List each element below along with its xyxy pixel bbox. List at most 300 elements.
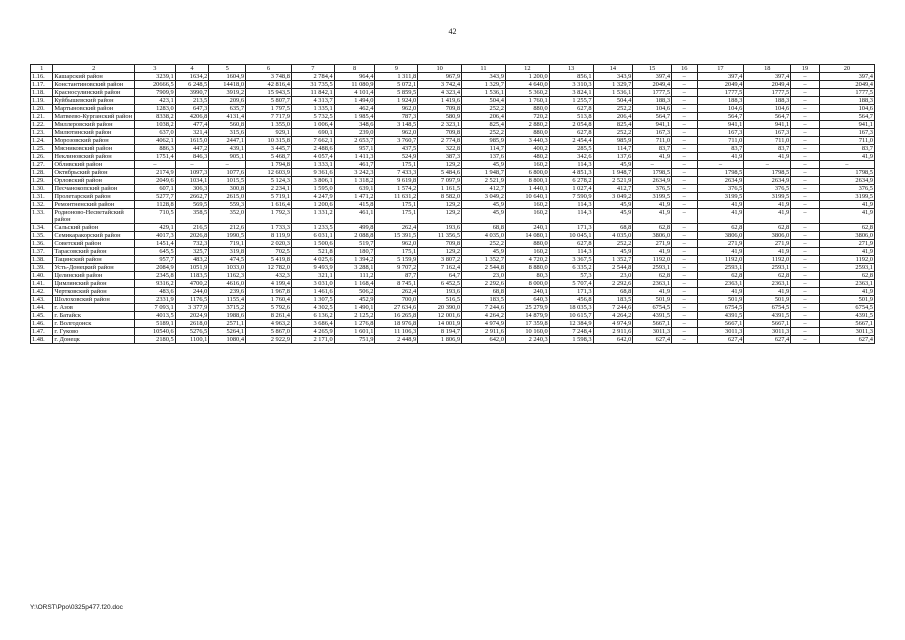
value-cell: – (672, 177, 697, 185)
value-cell: 4 057,4 (291, 153, 334, 161)
value-cell: 1 616,4 (246, 201, 292, 209)
value-cell: 719,1 (209, 240, 246, 248)
value-cell: 2 171,0 (291, 336, 334, 344)
value-cell: 5667,1 (633, 320, 672, 328)
table-row (31, 288, 875, 296)
column-number-cell: 6 (246, 65, 292, 73)
value-cell: 5276,5 (175, 328, 209, 336)
value-cell: 702,5 (246, 248, 292, 256)
value-cell: 1162,3 (209, 272, 246, 280)
value-cell: – (672, 121, 697, 129)
value-cell: – (791, 193, 820, 201)
value-cell: 1 806,9 (418, 336, 462, 344)
value-cell: 1 352,7 (593, 256, 633, 264)
value-cell: – (791, 201, 820, 209)
value-cell: 640,3 (505, 296, 549, 304)
value-cell: 397,4 (819, 73, 874, 81)
value-cell: 87,7 (375, 272, 418, 280)
value-cell: 171,3 (549, 224, 593, 232)
row-index-cell: 1.22. (31, 121, 53, 129)
value-cell: 642,0 (462, 336, 506, 344)
value-cell: 3 806,1 (291, 177, 334, 185)
value-cell: 1615,0 (175, 137, 209, 145)
value-cell: 1798,5 (633, 169, 672, 177)
value-cell: – (175, 161, 209, 169)
value-cell: 1 419,6 (418, 97, 462, 105)
value-cell: 183,5 (593, 296, 633, 304)
value-cell: 41,9 (819, 201, 874, 209)
value-cell: 710,5 (134, 209, 175, 224)
value-cell: 564,7 (633, 113, 672, 121)
value-cell: 358,5 (175, 209, 209, 224)
district-name-cell: Семикаракорский район (53, 232, 135, 240)
value-cell: – (672, 73, 697, 81)
value-cell: 83,7 (697, 145, 744, 153)
value-cell: 1 255,7 (549, 97, 593, 105)
value-cell: 10 160,0 (505, 328, 549, 336)
value-cell: 1 494,0 (334, 97, 375, 105)
value-cell: 627,8 (549, 129, 593, 137)
value-cell: 941,1 (633, 121, 672, 129)
value-cell: – (672, 161, 697, 169)
value-cell: 129,2 (418, 248, 462, 256)
value-cell: 6 800,0 (505, 169, 549, 177)
row-index-cell: 1.34. (31, 224, 53, 232)
value-cell: 4 313,7 (291, 97, 334, 105)
column-number-cell: 5 (209, 65, 246, 73)
value-cell: 114,7 (462, 145, 506, 153)
value-cell: 14418,0 (209, 81, 246, 89)
district-name-cell: Морозовский район (53, 137, 135, 145)
value-cell: 423,1 (134, 97, 175, 105)
value-cell: – (791, 304, 820, 312)
value-cell: 1 598,3 (549, 336, 593, 344)
value-cell: 732,3 (175, 240, 209, 248)
value-cell: – (672, 248, 697, 256)
value-cell: 2363,1 (819, 280, 874, 288)
value-cell: – (672, 153, 697, 161)
value-cell: – (134, 161, 175, 169)
value-cell: – (791, 336, 820, 344)
value-cell: 252,2 (593, 240, 633, 248)
value-cell: 11 356,5 (418, 232, 462, 240)
value-cell: 240,1 (505, 288, 549, 296)
value-cell: – (672, 169, 697, 177)
value-cell: 8338,2 (134, 113, 175, 121)
value-cell: 2 292,6 (593, 280, 633, 288)
value-cell: 12 001,6 (418, 312, 462, 320)
value-cell: 720,2 (505, 113, 549, 121)
row-index-cell: 1.39. (31, 264, 53, 272)
value-cell: – (791, 97, 820, 105)
value-cell: 20666,5 (134, 81, 175, 89)
value-cell: 62,8 (697, 272, 744, 280)
value-cell: – (672, 113, 697, 121)
value-cell: 271,9 (697, 240, 744, 248)
row-index-cell: 1.37. (31, 248, 53, 256)
value-cell: 1 331,2 (291, 209, 334, 224)
value-cell: 175,1 (375, 209, 418, 224)
column-number-cell: 17 (697, 65, 744, 73)
district-name-cell: г. Волгодонск (53, 320, 135, 328)
value-cell: 1192,0 (819, 256, 874, 264)
value-cell: 2174,9 (134, 169, 175, 177)
value-cell: 711,0 (633, 137, 672, 145)
value-cell: 352,0 (209, 209, 246, 224)
value-cell: 343,9 (462, 73, 506, 81)
value-cell: 18 976,8 (375, 320, 418, 328)
value-cell: 1 329,7 (462, 81, 506, 89)
value-cell: 5 719,1 (246, 193, 292, 201)
value-cell: 2 240,3 (505, 336, 549, 344)
value-cell: 3 377,9 (175, 304, 209, 312)
value-cell: 342,6 (549, 153, 593, 161)
value-cell: 1 027,4 (549, 185, 593, 193)
value-cell: 504,4 (593, 97, 633, 105)
value-cell: 962,0 (375, 240, 418, 248)
value-cell: 325,7 (175, 248, 209, 256)
column-number-cell: 16 (672, 65, 697, 73)
value-cell: 271,9 (633, 240, 672, 248)
value-cell: 23,0 (593, 272, 633, 280)
value-cell: 167,3 (697, 129, 744, 137)
value-cell: 376,5 (697, 185, 744, 193)
value-cell: – (672, 193, 697, 201)
value-cell: 477,4 (175, 121, 209, 129)
value-cell: 429,1 (134, 224, 175, 232)
column-number-cell: 19 (791, 65, 820, 73)
value-cell: 886,3 (134, 145, 175, 153)
value-cell: 397,4 (697, 73, 744, 81)
value-cell: 41,9 (633, 248, 672, 256)
district-name-cell: Сальский район (53, 224, 135, 232)
value-cell: 564,7 (744, 113, 791, 121)
value-cell: – (791, 224, 820, 232)
value-cell: 80,3 (505, 272, 549, 280)
value-cell: 1 792,3 (246, 209, 292, 224)
value-cell: 45,9 (462, 248, 506, 256)
value-cell: 1 233,5 (291, 224, 334, 232)
value-cell: 18 035,3 (549, 304, 593, 312)
value-cell: – (791, 113, 820, 121)
value-cell: 2345,8 (134, 272, 175, 280)
value-cell: – (672, 81, 697, 89)
value-cell: 1 536,1 (593, 89, 633, 97)
district-name-cell: Обливский район (53, 161, 135, 169)
value-cell: 3199,5 (819, 193, 874, 201)
value-cell: 2363,1 (744, 280, 791, 288)
row-index-cell: 1.45. (31, 312, 53, 320)
value-cell: 167,3 (633, 129, 672, 137)
value-cell: 45,9 (593, 161, 633, 169)
value-cell: – (672, 137, 697, 145)
value-cell: 1034,1 (175, 177, 209, 185)
value-cell: 160,2 (505, 209, 549, 224)
value-cell: 519,7 (334, 240, 375, 248)
value-cell: 2363,1 (633, 280, 672, 288)
district-name-cell: Советский район (53, 240, 135, 248)
value-cell: 501,9 (744, 296, 791, 304)
column-number-row (31, 65, 875, 73)
value-cell: 2593,1 (819, 264, 874, 272)
value-cell: 262,4 (375, 288, 418, 296)
value-cell: 41,9 (744, 248, 791, 256)
value-cell: 2 911,6 (462, 328, 506, 336)
value-cell: – (672, 105, 697, 113)
value-cell: 45,9 (462, 209, 506, 224)
value-cell: 1 355,0 (246, 121, 292, 129)
value-cell: – (791, 296, 820, 304)
value-cell: – (672, 296, 697, 304)
value-cell: 188,3 (819, 97, 874, 105)
value-cell: 321,1 (291, 272, 334, 280)
value-cell: 45,9 (462, 201, 506, 209)
value-cell: 6 278,2 (549, 177, 593, 185)
value-cell: 1100,1 (175, 336, 209, 344)
row-index-cell: 1.28. (31, 169, 53, 177)
value-cell: 564,7 (697, 113, 744, 121)
value-cell: 627,4 (819, 336, 874, 344)
value-cell: 647,3 (175, 105, 209, 113)
value-cell: 964,4 (334, 73, 375, 81)
value-cell: 45,9 (593, 248, 633, 256)
value-cell: 41,9 (697, 209, 744, 224)
value-cell: 5277,7 (134, 193, 175, 201)
value-cell: 2 880,2 (505, 121, 549, 129)
value-cell: 7 717,9 (246, 113, 292, 121)
value-cell: 14 879,9 (505, 312, 549, 320)
table-row (31, 121, 875, 129)
value-cell: 252,2 (462, 240, 506, 248)
value-cell: 41,9 (744, 209, 791, 224)
value-cell: – (791, 264, 820, 272)
column-number-cell: 7 (291, 65, 334, 73)
value-cell: 10540,6 (134, 328, 175, 336)
value-cell: 985,9 (593, 137, 633, 145)
table-row (31, 97, 875, 105)
value-cell: 209,6 (209, 97, 246, 105)
value-cell: 474,5 (209, 256, 246, 264)
value-cell: 3 049,2 (593, 193, 633, 201)
value-cell: 5 159,9 (375, 256, 418, 264)
row-index-cell: 1.38. (31, 256, 53, 264)
value-cell: 68,8 (462, 288, 506, 296)
data-table (30, 64, 875, 344)
value-cell: 1051,9 (175, 264, 209, 272)
value-cell: 20 390,0 (418, 304, 462, 312)
value-cell: 315,6 (209, 129, 246, 137)
value-cell: 1 985,4 (334, 113, 375, 121)
value-cell: – (791, 248, 820, 256)
value-cell: 5 468,7 (246, 153, 292, 161)
column-number-cell: 9 (375, 65, 418, 73)
value-cell: 62,8 (744, 224, 791, 232)
value-cell: 7 093,1 (134, 304, 175, 312)
value-cell: 2 488,6 (291, 145, 334, 153)
table-row (31, 129, 875, 137)
value-cell: 1 461,6 (291, 288, 334, 296)
value-cell: 9 361,6 (291, 169, 334, 177)
value-cell: 1604,9 (209, 73, 246, 81)
value-cell: 1777,5 (744, 89, 791, 97)
table-row (31, 209, 875, 224)
value-cell: 3 824,1 (549, 89, 593, 97)
value-cell: 213,5 (175, 97, 209, 105)
value-cell: 27 634,6 (375, 304, 418, 312)
value-cell: 240,1 (505, 224, 549, 232)
value-cell: 2049,6 (134, 177, 175, 185)
value-cell: 12 782,0 (246, 264, 292, 272)
value-cell: 11 106,3 (375, 328, 418, 336)
value-cell: 521,8 (291, 248, 334, 256)
value-cell: – (791, 312, 820, 320)
value-cell: 212,6 (209, 224, 246, 232)
table-row (31, 81, 875, 89)
value-cell: 4616,0 (209, 280, 246, 288)
value-cell: – (672, 312, 697, 320)
value-cell: 3 445,7 (246, 145, 292, 153)
value-cell: 2 292,6 (462, 280, 506, 288)
value-cell: – (791, 177, 820, 185)
row-index-cell: 1.47. (31, 328, 53, 336)
district-name-cell: Пролетарский район (53, 193, 135, 201)
value-cell: 68,8 (462, 224, 506, 232)
value-cell: 160,2 (505, 201, 549, 209)
table-row (31, 185, 875, 193)
value-cell: – (697, 161, 744, 169)
value-cell: 1183,5 (175, 272, 209, 280)
value-cell: – (672, 256, 697, 264)
value-cell: 252,2 (593, 105, 633, 113)
value-cell: 41,9 (697, 201, 744, 209)
value-cell: 8 745,1 (375, 280, 418, 288)
value-cell: 3806,0 (633, 232, 672, 240)
value-cell: 7909,9 (134, 89, 175, 97)
value-cell: 5 867,0 (246, 328, 292, 336)
row-index-cell: 1.43. (31, 296, 53, 304)
district-name-cell: г. Азов (53, 304, 135, 312)
value-cell: 62,8 (819, 272, 874, 280)
value-cell: 104,6 (697, 105, 744, 113)
table-row (31, 312, 875, 320)
value-cell: 4 974,9 (593, 320, 633, 328)
value-cell: 41,9 (744, 201, 791, 209)
value-cell: – (744, 161, 791, 169)
value-cell: 1 500,6 (291, 240, 334, 248)
value-cell: 3990,7 (175, 89, 209, 97)
row-index-cell: 1.23. (31, 129, 53, 137)
district-name-cell: г. Гуково (53, 328, 135, 336)
district-name-cell: Целинский район (53, 272, 135, 280)
value-cell: – (791, 81, 820, 89)
value-cell: 4062,1 (134, 137, 175, 145)
page-number: 42 (448, 27, 457, 36)
column-number-cell: 11 (462, 65, 506, 73)
value-cell: 41,9 (819, 209, 874, 224)
district-name-cell: Октябрьский район (53, 169, 135, 177)
value-cell: 343,9 (593, 73, 633, 81)
value-cell: 11 631,2 (375, 193, 418, 201)
value-cell: – (791, 169, 820, 177)
table-row (31, 193, 875, 201)
value-cell: – (672, 336, 697, 344)
value-cell: 1 352,7 (462, 256, 506, 264)
value-cell: 3011,3 (819, 328, 874, 336)
table-row (31, 177, 875, 185)
district-name-cell: Цимлянский район (53, 280, 135, 288)
value-cell: 271,9 (819, 240, 874, 248)
value-cell: 711,0 (697, 137, 744, 145)
table-row (31, 256, 875, 264)
row-index-cell: 1.42. (31, 288, 53, 296)
value-cell: 627,8 (549, 105, 593, 113)
value-cell: 252,2 (593, 129, 633, 137)
value-cell: 376,5 (633, 185, 672, 193)
value-cell: 1 311,8 (375, 73, 418, 81)
value-cell: – (672, 224, 697, 232)
value-cell: 711,0 (819, 137, 874, 145)
value-cell: 1192,0 (744, 256, 791, 264)
row-index-cell: 1.31. (31, 193, 53, 201)
row-index-cell: 1.24. (31, 137, 53, 145)
row-index-cell: 1.32. (31, 201, 53, 209)
value-cell: 690,1 (291, 129, 334, 137)
value-cell: 104,6 (633, 105, 672, 113)
value-cell: 1128,8 (134, 201, 175, 209)
value-cell: 985,9 (462, 137, 506, 145)
district-name-cell: Константиновский район (53, 81, 135, 89)
value-cell: 1 276,8 (334, 320, 375, 328)
value-cell: 524,9 (375, 153, 418, 161)
district-name-cell: Миллеровский район (53, 121, 135, 129)
value-cell: 1 797,5 (246, 105, 292, 113)
value-cell: 825,4 (593, 121, 633, 129)
value-cell: 57,3 (549, 272, 593, 280)
value-cell: 4 963,2 (246, 320, 292, 328)
district-name-cell: Шолоховский район (53, 296, 135, 304)
value-cell: 62,8 (744, 272, 791, 280)
value-cell: 7 433,3 (375, 169, 418, 177)
value-cell: 12 603,9 (246, 169, 292, 177)
value-cell: 2049,4 (819, 81, 874, 89)
table-row (31, 169, 875, 177)
value-cell: 627,4 (744, 336, 791, 344)
row-index-cell: 1.25. (31, 145, 53, 153)
value-cell: – (672, 145, 697, 153)
value-cell: 6754,5 (697, 304, 744, 312)
value-cell: 8 261,4 (246, 312, 292, 320)
value-cell: 825,4 (462, 121, 506, 129)
value-cell: 2 521,9 (462, 177, 506, 185)
value-cell: 175,1 (375, 248, 418, 256)
value-cell: 941,1 (744, 121, 791, 129)
file-path-footer: Y:\ORST\Ppo\0325p477.f20.doc (30, 604, 123, 611)
value-cell: 3 310,3 (549, 81, 593, 89)
value-cell: 1192,0 (633, 256, 672, 264)
value-cell: 8 582,0 (418, 193, 462, 201)
value-cell: 3 288,1 (334, 264, 375, 272)
value-cell: 4 264,2 (462, 312, 506, 320)
value-cell: 6 031,1 (291, 232, 334, 240)
value-cell: 2 234,1 (246, 185, 292, 193)
value-cell: 262,4 (375, 224, 418, 232)
value-cell: – (672, 304, 697, 312)
table-row (31, 232, 875, 240)
value-cell: 4 720,2 (505, 256, 549, 264)
value-cell: 880,0 (505, 105, 549, 113)
value-cell: 2634,9 (819, 177, 874, 185)
value-cell: 3 760,7 (375, 137, 418, 145)
